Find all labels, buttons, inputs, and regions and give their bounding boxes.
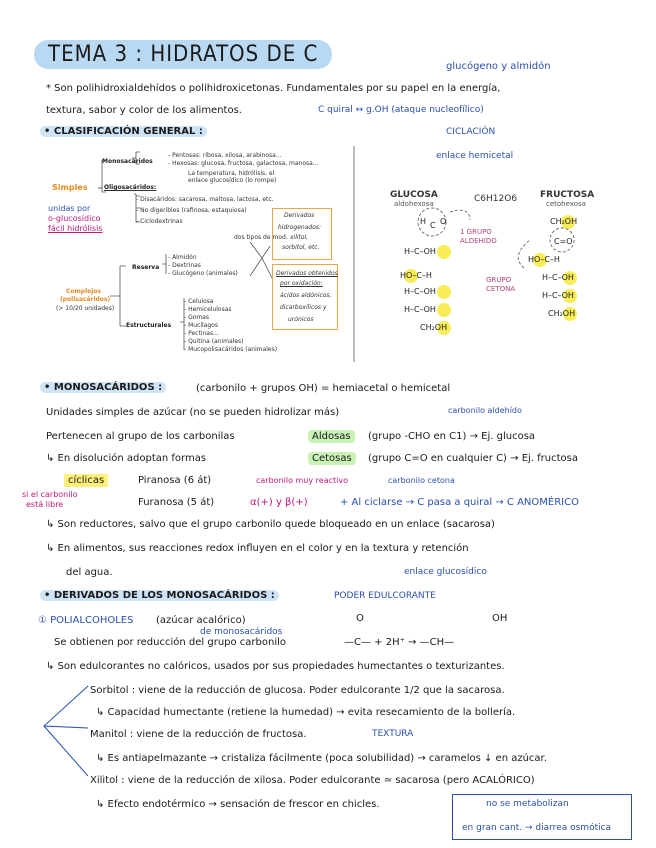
box1-line-4: sorbitol, etc. [282, 244, 320, 251]
oligo-item-2: - No digeribles (rafinosa, estaquiosa) [136, 207, 247, 214]
page-title: TEMA 3 : HIDRATOS DE C [34, 40, 332, 69]
top-note: glucógeno y almidón [446, 61, 551, 72]
cetosas: Cetosas [308, 452, 356, 465]
reserva-label: Reserva [132, 264, 160, 271]
intro-side-1: C quiral ↔ g.OH (ataque nucleofílico) [318, 105, 484, 115]
enlace-glucosidico: enlace glucosídico [404, 567, 487, 577]
intro-side-2: CICLACIÓN [446, 127, 496, 137]
svg-text:H–C–OH: H–C–OH [404, 247, 436, 256]
mono-item-2: - Hexosas: glucosa, fructosa, galactosa, manosa... [168, 160, 319, 167]
mono-note-2: enlace glucosídico (lo rompe) [188, 177, 277, 184]
oh-top: OH [492, 613, 508, 624]
xilitol: Xilitol : viene de la reducción de xilosa. Poder edulcorante ≃ sacarosa (pero ACALÓRICO) [90, 775, 535, 786]
intro-line-2: textura, sabor y color de los alimentos. [46, 105, 242, 116]
xilitol-2: ↳ Efecto endotérmico → sensación de frescor en chicles. [96, 799, 380, 810]
grupo-cetona: GRUPO CETONA [486, 276, 516, 293]
mono-line-5: ↳ En alimentos, sus reacciones redox influyen en el color y en la textura y retención [46, 543, 469, 554]
furanosa: Furanosa (5 át) [138, 497, 215, 508]
estructurales-label: Estructurales [126, 322, 172, 329]
box1-line-2: hidrogenados: [278, 224, 322, 231]
polialcoholes: ① POLIALCOHOLES [38, 615, 134, 626]
fructosa-sub: cetohexosa [546, 200, 586, 208]
svg-text:CH₂OH: CH₂OH [420, 323, 448, 332]
mono-heading-rest [196, 382, 450, 395]
oligo-item-1: - Disacáridos: sacarosa, maltosa, lactosa, etc. [136, 196, 274, 203]
manitol: Manitol : viene de la reducción de fructosa. [90, 729, 307, 740]
clasificacion-heading: • CLASIFICACIÓN GENERAL : [40, 126, 207, 137]
svg-text:CH₂OH: CH₂OH [550, 217, 578, 226]
svg-text:HO–C–H: HO–C–H [400, 271, 432, 280]
svg-text:H–C–OH: H–C–OH [404, 305, 436, 314]
polisacaridos-label: (polisacáridos) [60, 296, 111, 303]
mono-note-1: La temperatura, hidrólisis, el [188, 170, 275, 177]
reserva-item-2: - Dextrinas [168, 262, 201, 269]
sorbitol-2: ↳ Capacidad humectante (retiene la humedad) → evita resecamiento de la bollería. [96, 707, 516, 718]
formula-label: C6H12O6 [474, 194, 518, 204]
box-line-b: en gran cant. → diarrea osmótica [462, 823, 612, 833]
o-top: O [356, 613, 364, 624]
glucose-fructose-structures [400, 206, 610, 336]
derivados-heading: • DERIVADOS DE LOS MONOSACÁRIDOS : [40, 590, 279, 601]
piranosa: Piranosa (6 át) [138, 475, 212, 486]
carbonilo-aldehido: carbonilo aldehído [448, 406, 522, 415]
box2-line-1: Derivados obtenidos [276, 270, 338, 277]
simples-note-1: unidas por [48, 204, 91, 213]
box2-line-2: por oxidación: [280, 280, 323, 287]
simples-label: Simples [52, 183, 88, 192]
manitol-2: ↳ Es antiapelmazante → cristaliza fácilmente (poca solubilidad) → caramelos ↓ en azúcar. [96, 753, 547, 764]
monosacaridos-label: Monosacáridos [102, 158, 153, 165]
svg-text:H–C–OH: H–C–OH [404, 287, 436, 296]
oligo-item-3: - Ciclodextrinas [136, 218, 183, 225]
carbonilo-cetona: carbonilo cetona [388, 476, 455, 485]
mono-line-4: ↳ Son reductores, salvo que el grupo carbonilo quede bloqueado en un enlace (sacarosa) [46, 519, 495, 530]
intro-side-3: enlace hemicetal [436, 151, 514, 161]
box2-line-5: urónicos [288, 316, 314, 323]
ciclicas: cíclicas [64, 474, 108, 487]
svg-text:CH₂OH: CH₂OH [548, 309, 576, 318]
complejos-units: (> 10/20 unidades) [56, 305, 115, 312]
mono-item-1: - Pentosas: ribosa, xilosa, arabinosa... [168, 152, 282, 159]
obtienen: Se obtienen por reducción del grupo carbonilo [54, 637, 287, 648]
carbonilo-reactivo: carbonilo muy reactivo [256, 476, 348, 485]
reaction: —C— + 2H⁺ → —CH— [344, 637, 455, 648]
estr-item-5: - Pectinas... [184, 330, 219, 337]
reserva-item-3: - Glucógeno (animales) [168, 270, 238, 277]
mono-line-3: ↳ En disolución adoptan formas [46, 453, 207, 464]
mono-heading-rest-text: (carbonilo + grupos OH) = hemiacetal o hemicetal [196, 383, 451, 394]
estr-item-3: - Gomas [184, 314, 210, 321]
svg-text:C=O: C=O [554, 237, 573, 246]
box1-line-3: xilitol, [290, 234, 309, 241]
mono-line-1: Unidades simples de azúcar (no se pueden hidrolizar más) [46, 407, 340, 418]
svg-text:C: C [430, 221, 436, 230]
box-line-a: no se metabolizan [486, 799, 569, 809]
libre-note-2: está libre [26, 500, 64, 509]
aldosas: Aldosas [308, 430, 355, 443]
glucosa-sub: aldohexosa [394, 200, 434, 208]
alfa-beta: α(+) y β(+) [250, 497, 308, 508]
complejos-label: Complejos [66, 288, 101, 295]
grupo-aldehido: 1 GRUPO ALDEHÍDO [460, 228, 497, 245]
libre-note-1: si el carbonilo [22, 490, 78, 499]
box2-line-4: dicarboxílicos y [280, 304, 327, 311]
simples-note-2: o-glucosídico [48, 214, 101, 223]
svg-text:H: H [420, 217, 427, 226]
textura: TEXTURA [372, 729, 414, 739]
intro-line-1: * Son polihidroxialdehídos o polihidroxicetonas. Fundamentales por su papel en la energía, [46, 83, 501, 94]
fructosa-label: FRUCTOSA [540, 190, 595, 200]
poder-edulcorante: PODER EDULCORANTE [334, 591, 436, 601]
box1-line-1: Derivados [284, 212, 315, 219]
mono-line-2: Pertenecen al grupo de los carbonilas [46, 431, 235, 442]
oligosacaridos-label: Oligosacáridos: [104, 184, 157, 191]
sorbitol: Sorbitol : viene de la reducción de glucosa. Poder edulcorante 1/2 que la sacarosa. [90, 685, 505, 696]
mono-heading: • MONOSACÁRIDOS : [40, 382, 166, 393]
estr-item-2: - Hemicelulosas [184, 306, 232, 313]
ciclarse: + Al ciclarse → C pasa a quiral → C ANOMÉRICO [340, 497, 579, 508]
dos-tipos: dos tipos de mod. [234, 234, 288, 241]
reserva-item-1: - Almidón [168, 254, 197, 261]
svg-text:H–C–OH: H–C–OH [542, 291, 574, 300]
mono-line-6: del agua. [66, 567, 113, 578]
svg-text:HO–C–H: HO–C–H [528, 255, 560, 264]
svg-text:O: O [440, 217, 447, 226]
derivados-bracket [30, 680, 90, 810]
estr-item-4: - Mucílagos [184, 322, 218, 329]
svg-text:H–C–OH: H–C–OH [542, 273, 574, 282]
de-monosacaridos: de monosacáridos [200, 627, 283, 637]
aldosas-rest: (grupo -CHO en C1) → Ej. glucosa [368, 431, 536, 442]
box2-line-3: ácidos aldónicos, [280, 292, 332, 299]
estr-item-1: - Celulosa [184, 298, 214, 305]
polialcoholes-rest: (azúcar acalórico) [156, 615, 246, 626]
cetosas-rest: (grupo C=O en cualquier C) → Ej. fructosa [368, 453, 578, 464]
estr-item-7: - Mucopolisacáridos (animales) [184, 346, 278, 353]
simples-note-3: fácil hidrólisis [48, 224, 103, 233]
estr-item-6: - Quitina (animales) [184, 338, 244, 345]
edulcorantes: ↳ Son edulcorantes no calóricos, usados por sus propiedades humectantes o texturizantes. [46, 661, 505, 672]
glucosa-label: GLUCOSA [390, 190, 438, 200]
